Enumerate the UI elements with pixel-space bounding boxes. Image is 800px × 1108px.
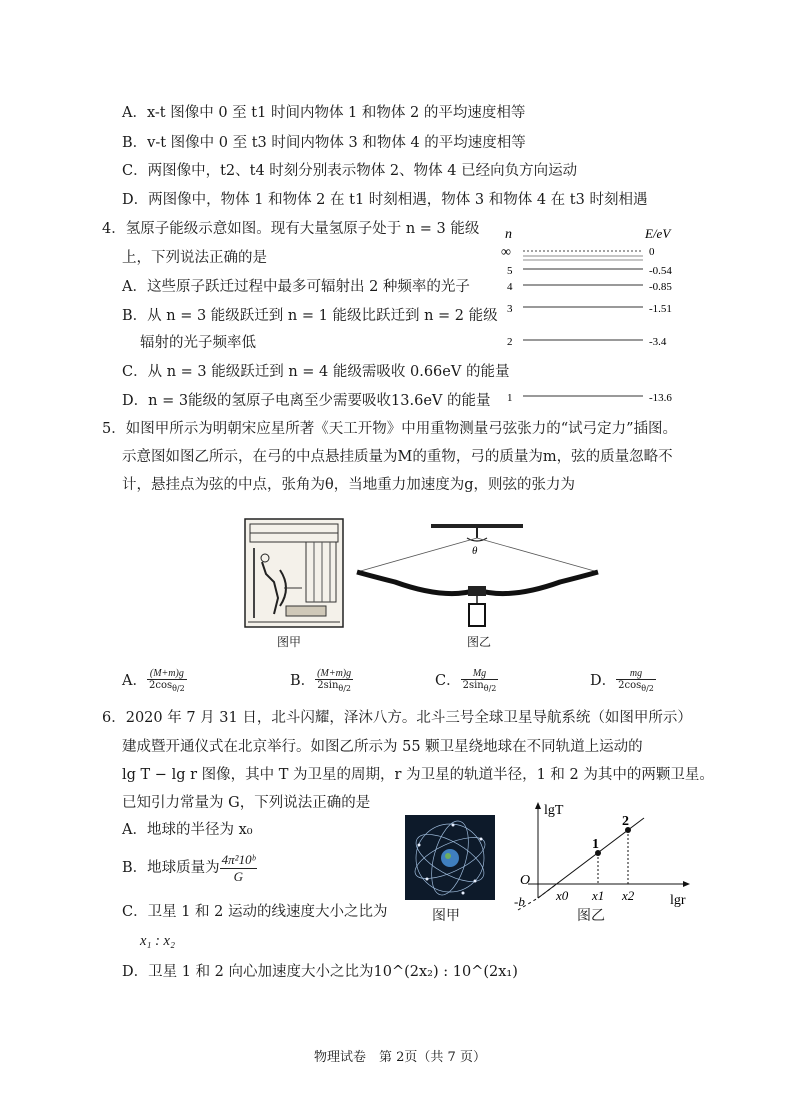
x0-label: x0 bbox=[556, 888, 569, 903]
q4-option-c: C．从 n = 3 能级跃迁到 n = 4 能级需吸收 0.66eV 的能量 bbox=[122, 364, 510, 380]
q5-stem-line3: 计，悬挂点为弦的中点，张角为θ，当地重力加速度为g，则弦的张力为 bbox=[122, 477, 576, 493]
string-right bbox=[477, 538, 598, 572]
q5-option-c-angle: θ/2 bbox=[483, 684, 497, 693]
origin-label: O bbox=[520, 873, 531, 888]
q5-option-a-angle: θ/2 bbox=[172, 684, 185, 693]
q5-fig-jia-caption: 图甲 bbox=[277, 635, 302, 649]
q5-option-a-den: 2cos bbox=[148, 680, 173, 691]
x1-label: x1 bbox=[592, 888, 605, 903]
q6-fig-yi-caption: 图乙 bbox=[577, 908, 605, 924]
q6-option-b-den: G bbox=[233, 868, 244, 884]
bow-schematic bbox=[355, 522, 600, 632]
q6-option-d: D．卫星 1 和 2 向心加速度大小之比为10^(2x₂) : 10^(2x₁) bbox=[122, 964, 518, 980]
x2-label: x2 bbox=[622, 888, 635, 903]
q6-fig-jia-caption: 图甲 bbox=[432, 908, 460, 924]
q5-option-d-den: 2cos bbox=[618, 680, 642, 691]
q6-stem-line2: 建成暨开通仪式在北京举行。如图乙所示为 55 颗卫星绕地球在不同轨道上运动的 bbox=[122, 739, 643, 755]
q5-stem-line1: 5．如图甲所示为明朝宋应星所著《天工开物》中用重物测量弓弦张力的“试弓定力”插图。 bbox=[102, 421, 678, 437]
angle-theta-label: θ bbox=[472, 545, 478, 557]
q4-stem-line2: 上，下列说法正确的是 bbox=[122, 250, 267, 266]
q4-stem-line1: 4．氢原子能级示意如图。现有大量氢原子处于 n = 3 能级 bbox=[102, 221, 480, 237]
q5-option-d-label: D． bbox=[590, 673, 617, 689]
q5-option-c-num: Mg bbox=[461, 668, 499, 680]
hanging-weight bbox=[469, 604, 485, 626]
n-label-2: 2 bbox=[507, 336, 513, 348]
n-label-5: 5 bbox=[507, 265, 513, 277]
q6-stem-line1: 6．2020 年 7 月 31 日，北斗闪耀，泽沐八方。北斗三号全球卫星导航系统（如图甲所示） bbox=[102, 710, 692, 726]
q6-option-b-num: 4π²10ᵇ bbox=[221, 851, 256, 867]
e-label-2: -3.4 bbox=[649, 336, 667, 348]
q5-option-a-label: A． bbox=[122, 673, 147, 689]
q4-option-a: A．这些原子跃迁过程中最多可辐射出 2 种频率的光子 bbox=[122, 279, 470, 295]
q4-option-d: D．n = 3能级的氢原子电离至少需要吸收13.6eV 的能量 bbox=[122, 393, 491, 409]
page-footer: 物理试卷 第 2页（共 7 页） bbox=[314, 1050, 486, 1065]
n-axis-header: n bbox=[505, 227, 512, 242]
intercept-label: -b bbox=[514, 894, 525, 909]
q3-option-a: A．x-t 图像中 0 至 t1 时间内物体 1 和物体 2 的平均速度相等 bbox=[122, 105, 526, 121]
n-label-1: 1 bbox=[507, 392, 513, 404]
e-label-1: -13.6 bbox=[649, 392, 672, 404]
q3-option-b: B．v-t 图像中 0 至 t3 时间内物体 3 和物体 4 的平均速度相等 bbox=[122, 135, 526, 151]
q6-stem-line4: 已知引力常量为 G，下列说法正确的是 bbox=[122, 795, 371, 811]
q5-option-b-den: 2sin bbox=[317, 680, 339, 691]
q6-option-c-line1: C．卫星 1 和 2 运动的线速度大小之比为 bbox=[122, 904, 388, 920]
q4-option-b-line1: B．从 n = 3 能级跃迁到 n = 1 能级比跃迁到 n = 2 能级 bbox=[122, 308, 498, 324]
n-label-3: 3 bbox=[507, 303, 513, 315]
q6-option-a: A．地球的半径为 x₀ bbox=[122, 822, 253, 838]
q5-option-b-label: B． bbox=[290, 673, 316, 689]
x-axis-label: lgr bbox=[670, 893, 686, 908]
q5-option-b-num: (M+m)g bbox=[317, 668, 352, 679]
bow-woodblock-illustration bbox=[244, 518, 344, 630]
beidou-constellation-image bbox=[405, 815, 495, 900]
q5-stem-line2: 示意图如图乙所示，在弓的中点悬挂质量为M的重物，弓的质量为m，弦的质量忽略不 bbox=[122, 449, 673, 465]
q5-option-c-den: 2sin bbox=[462, 680, 484, 691]
e-label-5: -0.54 bbox=[649, 265, 672, 277]
e-label-3: -1.51 bbox=[649, 303, 672, 315]
q3-option-c: C．两图像中，t2、t4 时刻分别表示物体 2、物体 4 已经向负方向运动 bbox=[122, 163, 578, 179]
q6-option-b bbox=[122, 850, 257, 886]
q5-option-d-angle: θ/2 bbox=[641, 684, 654, 693]
q5-option-b-angle: θ/2 bbox=[338, 684, 352, 693]
e-label-inf: 0 bbox=[649, 246, 655, 258]
n-label-inf: ∞ bbox=[501, 245, 511, 260]
y-axis-label: lgT bbox=[544, 803, 564, 818]
q6-stem-line3: lg T − lg r 图像，其中 T 为卫星的周期，r 为卫星的轨道半径，1 和 2 为其中的两颗卫星。 bbox=[122, 767, 714, 783]
q6-option-c-line2: x₁ : x₂ bbox=[140, 933, 176, 949]
q5-option-a-num: (M+m)g bbox=[147, 668, 187, 680]
q3-option-d: D．两图像中，物体 1 和物体 2 在 t1 时刻相遇，物体 3 和物体 4 在 t3 时刻相遇 bbox=[122, 192, 648, 208]
q5-fig-yi-caption: 图乙 bbox=[467, 635, 492, 649]
n-label-4: 4 bbox=[507, 281, 513, 293]
q6-option-b-label: B．地球质量为 bbox=[122, 860, 220, 876]
energy-level-diagram bbox=[495, 218, 675, 408]
point-1-label: 1 bbox=[592, 837, 599, 852]
q5-option-d-num: mg bbox=[616, 668, 656, 680]
q5-option-c-label: C． bbox=[435, 673, 461, 689]
q4-option-b-line2: 辐射的光子频率低 bbox=[140, 335, 256, 351]
energy-axis-header: E/eV bbox=[645, 226, 671, 241]
point-2-label: 2 bbox=[622, 814, 629, 829]
q5-option-c bbox=[435, 664, 498, 698]
support-bar bbox=[431, 524, 523, 528]
q5-option-b bbox=[290, 664, 353, 698]
q5-option-a bbox=[122, 664, 187, 698]
q5-option-d bbox=[590, 664, 656, 698]
string-left bbox=[357, 538, 477, 572]
e-label-4: -0.85 bbox=[649, 281, 672, 293]
